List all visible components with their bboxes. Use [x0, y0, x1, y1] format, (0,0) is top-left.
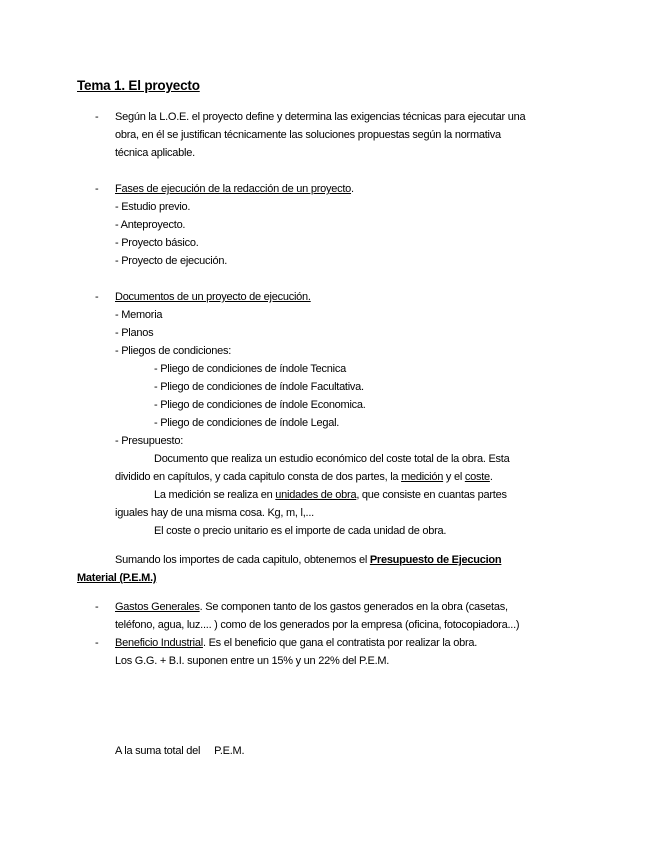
pliego-tecnica: - Pliego de condiciones de índole Tecnica — [154, 363, 346, 375]
pliego-economica: - Pliego de condiciones de índole Economica. — [154, 399, 366, 411]
documentos-heading: Documentos de un proyecto de ejecución. — [115, 291, 311, 303]
bullet-dash: - — [95, 183, 99, 195]
gastos-line-1: Gastos Generales. Se componen tanto de los gastos generados en la obra (casetas, — [115, 601, 508, 613]
fases-item-2: - Anteproyecto. — [115, 219, 186, 231]
bullet-dash: - — [95, 601, 99, 613]
presupuesto-para-3: El coste o precio unitario es el importe de cada unidad de obra. — [154, 525, 447, 537]
page-title: Tema 1. El proyecto — [77, 78, 200, 93]
doc-pliegos: - Pliegos de condiciones: — [115, 345, 232, 357]
intro-line-3: técnica aplicable. — [115, 147, 195, 159]
beneficio-line-2: Los G.G. + B.I. suponen entre un 15% y un 22% del P.E.M. — [115, 655, 390, 667]
sumando-line-2: Material (P.E.M.) — [77, 572, 157, 584]
beneficio-line-1: Beneficio Industrial. Es el beneficio que gana el contratista por realizar la obra. — [115, 637, 478, 649]
bullet-dash: - — [95, 637, 99, 649]
pliego-legal: - Pliego de condiciones de índole Legal. — [154, 417, 340, 429]
sumando-line-1: Sumando los importes de cada capitulo, obtenemos el Presupuesto de Ejecucion — [115, 554, 502, 566]
bullet-dash: - — [95, 111, 99, 123]
doc-presupuesto: - Presupuesto: — [115, 435, 184, 447]
doc-memoria: - Memoria — [115, 309, 163, 321]
presupuesto-para-1-line-1: Documento que realiza un estudio económico del coste total de la obra. Esta — [154, 453, 510, 465]
pliego-facultativa: - Pliego de condiciones de índole Facultativa. — [154, 381, 364, 393]
gastos-line-2: teléfono, agua, luz.... ) como de los generados por la empresa (oficina, fotocopiadora...) — [115, 619, 520, 631]
intro-line-1: Según la L.O.E. el proyecto define y determina las exigencias técnicas para ejecutar una — [115, 111, 526, 123]
bullet-dash: - — [95, 291, 99, 303]
doc-planos: - Planos — [115, 327, 154, 339]
intro-line-2: obra, en él se justifican técnicamente las soluciones propuestas según la normativa — [115, 129, 501, 141]
presupuesto-para-2-line-1: La medición se realiza en unidades de obra, que consiste en cuantas partes — [154, 489, 507, 501]
presupuesto-para-1-line-2: dividido en capítulos, y cada capitulo consta de dos partes, la medición y el coste. — [115, 471, 493, 483]
fases-item-3: - Proyecto básico. — [115, 237, 199, 249]
fases-item-4: - Proyecto de ejecución. — [115, 255, 228, 267]
suma-line: A la suma total del P.E.M. — [115, 745, 245, 757]
fases-item-1: - Estudio previo. — [115, 201, 191, 213]
presupuesto-para-2-line-2: iguales hay de una misma cosa. Kg, m, l,... — [115, 507, 314, 519]
fases-heading: Fases de ejecución de la redacción de un proyecto. — [115, 183, 354, 195]
